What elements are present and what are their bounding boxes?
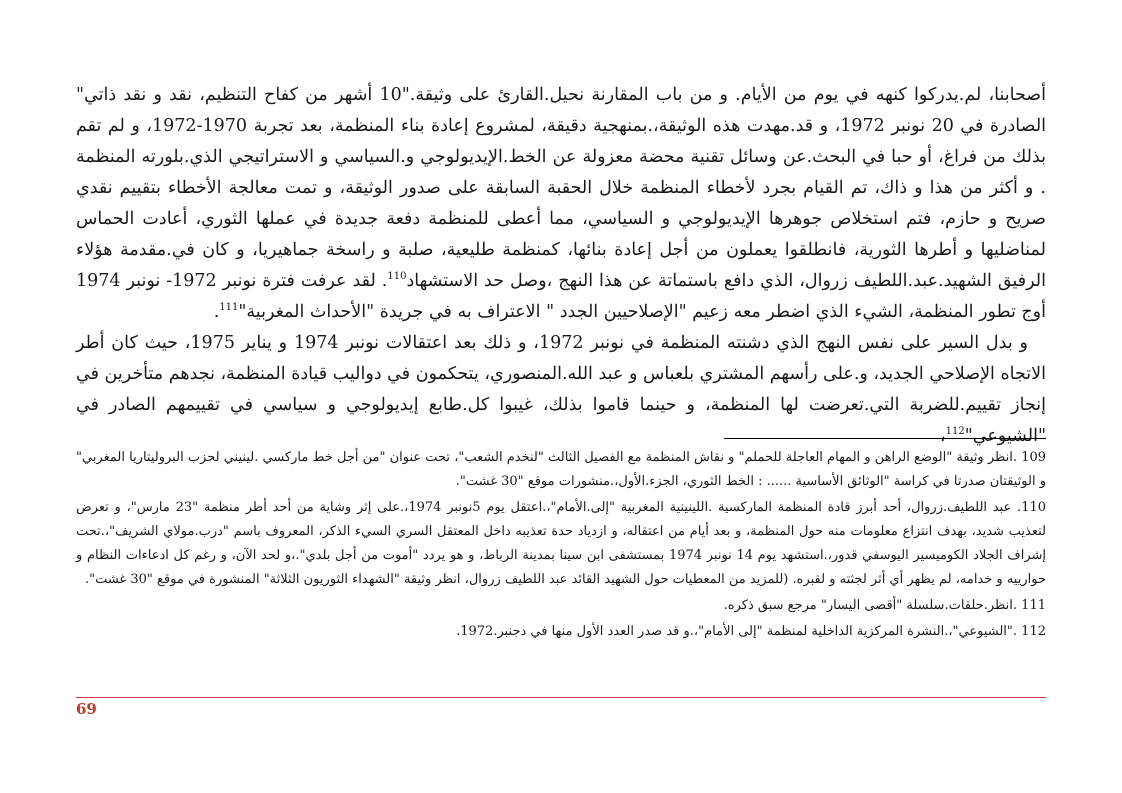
footnote-ref-110[interactable]: 110 [387,271,407,283]
page-number: 69 [76,700,97,718]
footnote-112: 112 ."الشيوعي"،.النشرة المركزية الداخلية لمنظمة "إلى الأمام"،.و قد صدر العدد الأول منها في دجنبر.1972. [456,624,1046,639]
footnote-111: 111 .انظر.حلقات.سلسلة "أقصى اليسار" مرجع سبق ذكره. [723,598,1046,613]
body-text [76,80,1046,452]
footnote-109: 109 .انظر وثيقة "الوضع الراهن و المهام العاجلة للحملم" و نقاش المنظمة مع الفصيل الثالث "لنخدم الشعب"، تحت عنوان "من أجل خط ماركسي .لينيني لحزب البروليتاريا المغربي" و الوثيقتان صدرتا في كراسة "الوثائق الأساسية ...... : الخط الثوري، الجزء.الأول،.منشورات موقع "30 غشت". [76,450,1047,489]
paragraph-1-text: أصحابنا، لم.يدركوا كنهه في يوم من الأيام. و من باب المقارنة نحيل.القارئ على وثيقة."10 أشهر من كفاح التنظيم، نقد و نقد ذاتي" الصادرة في 20 نونبر 1972، و قد.مهدت هذه الوثيقة،.بمنهجية دقيقة، لمشروع إعادة بناء المنظمة، بعد تجربة 1970-1972، و لم تقم بذلك من فراغ، أو حبا في البحث.عن وسائل تقنية محضة معزولة عن الخط.الإيديولوجي و.السياسي و الاستراتيجي الذي.بلورته المنظمة . و أكثر من هذا و ذاك، تم القيام بجرد لأخطاء المنظمة خلال الحقبة السابقة على صدور الوثيقة، و تمت معالجة الأخطاء بتقييم نقدي صريح و حازم، فتم استخلاص جوهرها الإيديولوجي و السياسي، مما أعطى للمنظمة دفعة جديدة في عملها الثوري، أعادت الحماس لمناضليها و أطرها الثورية، فانطلقوا يعملون من أجل إعادة بنائها، كمنظمة طليعية، صلبة و راسخة جماهيريا، و كان في.مقدمة هؤلاء الرفيق الشهيد.عبد.اللطيف زروال، الذي دافع باستماتة عن هذا النهج ،وصل حد الاستشهاد [76,85,1047,291]
paragraph-1-text-continued: . لقد عرفت فترة نونبر 1972- نونبر 1974 أوج تطور المنظمة، الشيء الذي اضطر معه زعيم "الإصلاحيين الجدد " الاعتراف به في جريدة "الأحداث المغربية" [76,271,1046,322]
paragraph-1-end: . [213,302,220,322]
paragraph-1 [76,80,1046,328]
footnotes [76,446,1046,646]
paragraph-2 [76,328,1046,452]
footnote-110: 110. عبد اللطيف.زروال، أحد أبرز قادة المنظمة الماركسية .اللينينية المغربية "إلى.الأمام"،.اعتقل يوم 5نونبر 1974،.على إثر وشاية من أحد أطر منظمة "23 مارس"، و تعرض لتعذيب شديد، بهدف انتزاع معلومات منه حول المنظمة، و بعد أيام من اعتقاله، و ازدياد حدة تعذيبه داخل المعتقل السري السيء الذكر، المعروف باسم "درب.مولاي الشريف"،.تحت إشراف الجلاد الكوميسير اليوسفي قدور،.استشهد يوم 14 نونبر 1974 بمستشفى ابن سينا بمدينة الرباط، و هو يردد "أموت من أجل بلدي".،و لحد الآن، و رغم كل ادعاءات النظام و حوارييه و خدامه، لم يظهر أي أثر لجثته و لقبره. (للمزيد من المعطيات حول الشهيد القائد عبد اللطيف زروال، انظر وثيقة "الشهداء الثوريون الثلاثة" المنشورة في موقع "30 غشت". [76,500,1047,587]
paragraph-2-end: ، [939,426,946,446]
footnote-ref-111[interactable]: 111 [219,302,239,314]
bottom-rule [76,697,1046,698]
footnote-ref-112[interactable]: 112 [945,426,965,438]
paragraph-2-text: و بدل السير على نفس النهج الذي دشنته المنظمة في نونبر 1972، و ذلك بعد اعتقالات نونبر 1974 و يناير 1975، حيث كان أطر الاتجاه الإصلاحي الجديد، و.على رأسهم المشتري بلعباس و عبد الله.المنصوري، يتحكمون في دواليب قيادة المنظمة، نجدهم متأخرين في إنجاز تقييم.للضربة التي.تعرضت لها المنظمة، و حينما قاموا بذلك، غيبوا كل.طابع إيديولوجي و سياسي في تقييمهم الصادر في "الشيوعي" [76,333,1046,446]
footnote-separator [724,438,1046,439]
